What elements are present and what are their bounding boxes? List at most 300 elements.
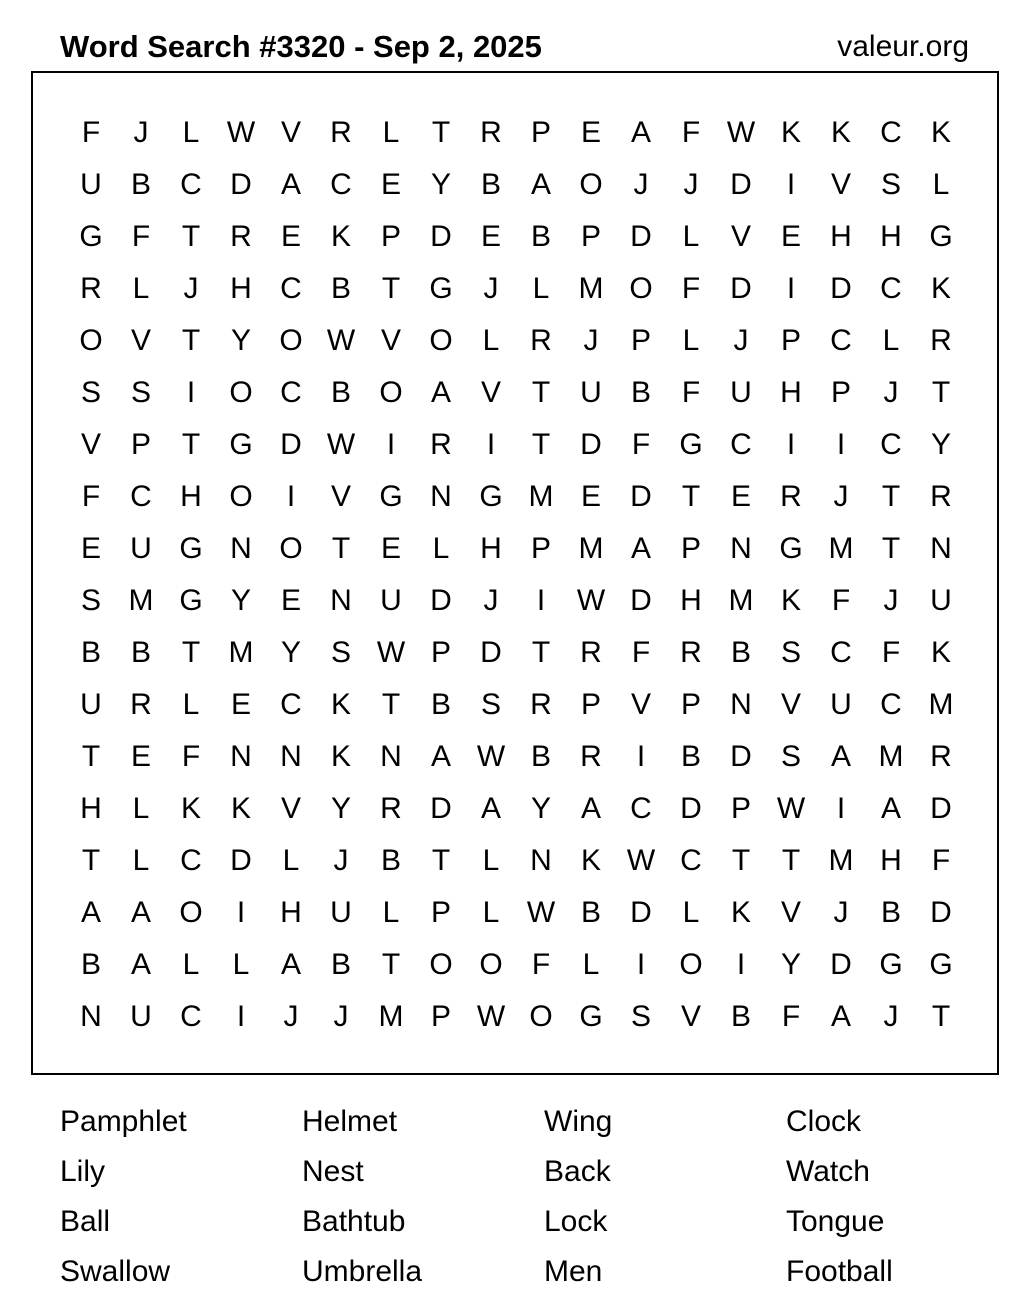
grid-letter[interactable]: V <box>80 428 101 461</box>
grid-letter[interactable]: T <box>181 220 201 253</box>
grid-letter[interactable]: T <box>781 844 801 877</box>
grid-letter[interactable]: M <box>828 844 854 877</box>
grid-letter[interactable]: V <box>380 324 401 357</box>
grid-letter[interactable]: B <box>130 168 151 201</box>
grid-letter[interactable]: G <box>179 584 203 617</box>
grid-letter[interactable]: U <box>130 1000 152 1033</box>
grid-letter[interactable]: J <box>833 896 849 929</box>
grid-letter[interactable]: F <box>531 948 551 981</box>
grid-letter[interactable]: P <box>380 220 401 253</box>
grid-letter[interactable]: T <box>531 636 551 669</box>
grid-letter[interactable]: C <box>280 688 302 721</box>
grid-letter[interactable]: K <box>930 636 951 669</box>
grid-letter[interactable]: G <box>179 532 203 565</box>
grid-letter[interactable]: T <box>381 948 401 981</box>
grid-letter[interactable]: A <box>480 792 501 825</box>
grid-letter[interactable]: B <box>880 896 901 929</box>
grid-letter[interactable]: O <box>279 532 303 565</box>
grid-letter[interactable]: N <box>380 740 402 773</box>
grid-letter[interactable]: V <box>680 1000 701 1033</box>
grid-letter[interactable]: D <box>430 220 452 253</box>
grid-letter[interactable]: C <box>830 636 852 669</box>
grid-letter[interactable]: K <box>780 116 801 149</box>
grid-letter[interactable]: V <box>780 688 801 721</box>
grid-letter[interactable]: L <box>682 220 700 253</box>
grid-letter[interactable]: I <box>186 376 196 409</box>
grid-letter[interactable]: A <box>280 948 301 981</box>
grid-letter[interactable]: P <box>680 532 701 565</box>
grid-letter[interactable]: C <box>880 428 902 461</box>
grid-letter[interactable]: M <box>578 272 604 305</box>
grid-letter[interactable]: V <box>280 116 301 149</box>
grid-letter[interactable]: W <box>576 584 606 617</box>
grid-letter[interactable]: A <box>530 168 551 201</box>
grid-letter[interactable]: P <box>780 324 801 357</box>
grid-letter[interactable]: Y <box>430 168 451 201</box>
grid-letter[interactable]: O <box>229 376 253 409</box>
grid-letter[interactable]: D <box>580 428 602 461</box>
grid-letter[interactable]: S <box>480 688 501 721</box>
grid-letter[interactable]: G <box>779 532 803 565</box>
grid-letter[interactable]: P <box>430 636 451 669</box>
grid-letter[interactable]: O <box>379 376 403 409</box>
grid-letter[interactable]: N <box>730 688 752 721</box>
grid-letter[interactable]: P <box>580 688 601 721</box>
grid-letter[interactable]: L <box>432 532 450 565</box>
grid-letter[interactable]: B <box>730 1000 751 1033</box>
grid-letter[interactable]: R <box>930 480 952 513</box>
grid-letter[interactable]: C <box>880 116 902 149</box>
grid-letter[interactable]: J <box>833 480 849 513</box>
grid-letter[interactable]: G <box>229 428 253 461</box>
grid-letter[interactable]: T <box>81 740 101 773</box>
grid-letter[interactable]: N <box>80 1000 102 1033</box>
grid-letter[interactable]: B <box>530 220 551 253</box>
grid-letter[interactable]: R <box>230 220 252 253</box>
grid-letter[interactable]: D <box>230 168 252 201</box>
grid-letter[interactable]: P <box>130 428 151 461</box>
grid-letter[interactable]: L <box>582 948 600 981</box>
grid-letter[interactable]: A <box>880 792 901 825</box>
grid-letter[interactable]: F <box>81 480 101 513</box>
grid-letter[interactable]: L <box>132 272 150 305</box>
grid-letter[interactable]: W <box>726 116 756 149</box>
grid-letter[interactable]: L <box>682 324 700 357</box>
grid-letter[interactable]: E <box>80 532 101 565</box>
grid-letter[interactable]: D <box>630 896 652 929</box>
grid-letter[interactable]: M <box>378 1000 404 1033</box>
grid-letter[interactable]: R <box>530 324 552 357</box>
grid-letter[interactable]: O <box>429 948 453 981</box>
grid-letter[interactable]: D <box>730 168 752 201</box>
grid-letter[interactable]: J <box>483 272 499 305</box>
grid-letter[interactable]: D <box>480 636 502 669</box>
grid-letter[interactable]: E <box>780 220 801 253</box>
grid-letter[interactable]: D <box>930 896 952 929</box>
grid-letter[interactable]: L <box>532 272 550 305</box>
grid-letter[interactable]: V <box>130 324 151 357</box>
grid-letter[interactable]: O <box>679 948 703 981</box>
grid-letter[interactable]: N <box>230 532 252 565</box>
grid-letter[interactable]: M <box>728 584 754 617</box>
grid-letter[interactable]: L <box>482 844 500 877</box>
grid-letter[interactable]: E <box>480 220 501 253</box>
grid-letter[interactable]: C <box>180 168 202 201</box>
grid-letter[interactable]: Y <box>230 324 251 357</box>
grid-letter[interactable]: C <box>880 688 902 721</box>
grid-letter[interactable]: C <box>130 480 152 513</box>
grid-letter[interactable]: D <box>680 792 702 825</box>
grid-letter[interactable]: T <box>731 844 751 877</box>
grid-letter[interactable]: I <box>236 896 246 929</box>
grid-letter[interactable]: J <box>883 1000 899 1033</box>
grid-letter[interactable]: O <box>229 480 253 513</box>
grid-letter[interactable]: E <box>280 584 301 617</box>
grid-letter[interactable]: D <box>630 220 652 253</box>
grid-letter[interactable]: G <box>879 948 903 981</box>
grid-letter[interactable]: L <box>132 792 150 825</box>
grid-letter[interactable]: V <box>630 688 651 721</box>
grid-letter[interactable]: I <box>286 480 296 513</box>
grid-letter[interactable]: W <box>476 740 506 773</box>
grid-letter[interactable]: C <box>330 168 352 201</box>
grid-letter[interactable]: N <box>280 740 302 773</box>
grid-letter[interactable]: K <box>780 584 801 617</box>
grid-letter[interactable]: Y <box>530 792 551 825</box>
grid-letter[interactable]: L <box>182 116 200 149</box>
grid-letter[interactable]: G <box>79 220 103 253</box>
grid-letter[interactable]: W <box>226 116 256 149</box>
grid-letter[interactable]: V <box>830 168 851 201</box>
grid-letter[interactable]: E <box>280 220 301 253</box>
grid-letter[interactable]: F <box>131 220 151 253</box>
grid-letter[interactable]: K <box>830 116 851 149</box>
grid-letter[interactable]: B <box>380 844 401 877</box>
grid-letter[interactable]: N <box>330 584 352 617</box>
grid-letter[interactable]: A <box>580 792 601 825</box>
grid-letter[interactable]: I <box>236 1000 246 1033</box>
grid-letter[interactable]: D <box>830 948 852 981</box>
grid-letter[interactable]: R <box>380 792 402 825</box>
grid-letter[interactable]: N <box>930 532 952 565</box>
grid-letter[interactable]: F <box>781 1000 801 1033</box>
grid-letter[interactable]: F <box>81 116 101 149</box>
grid-letter[interactable]: W <box>626 844 656 877</box>
grid-letter[interactable]: T <box>531 428 551 461</box>
grid-letter[interactable]: A <box>130 948 151 981</box>
grid-letter[interactable]: E <box>580 116 601 149</box>
grid-letter[interactable]: C <box>180 844 202 877</box>
grid-letter[interactable]: O <box>579 168 603 201</box>
grid-letter[interactable]: D <box>430 792 452 825</box>
grid-letter[interactable]: E <box>380 532 401 565</box>
grid-letter[interactable]: O <box>479 948 503 981</box>
grid-letter[interactable]: K <box>230 792 251 825</box>
grid-letter[interactable]: G <box>479 480 503 513</box>
grid-letter[interactable]: J <box>683 168 699 201</box>
grid-letter[interactable]: B <box>530 740 551 773</box>
grid-letter[interactable]: N <box>430 480 452 513</box>
grid-letter[interactable]: B <box>130 636 151 669</box>
grid-letter[interactable]: T <box>531 376 551 409</box>
grid-letter[interactable]: R <box>780 480 802 513</box>
grid-letter[interactable]: W <box>326 428 356 461</box>
grid-letter[interactable]: M <box>828 532 854 565</box>
grid-letter[interactable]: E <box>230 688 251 721</box>
grid-letter[interactable]: I <box>486 428 496 461</box>
grid-letter[interactable]: R <box>80 272 102 305</box>
grid-letter[interactable]: I <box>636 948 646 981</box>
grid-letter[interactable]: H <box>830 220 852 253</box>
grid-letter[interactable]: P <box>730 792 751 825</box>
grid-letter[interactable]: K <box>330 740 351 773</box>
grid-letter[interactable]: K <box>930 116 951 149</box>
grid-letter[interactable]: V <box>730 220 751 253</box>
grid-letter[interactable]: U <box>130 532 152 565</box>
grid-letter[interactable]: G <box>679 428 703 461</box>
grid-letter[interactable]: G <box>429 272 453 305</box>
grid-letter[interactable]: I <box>786 428 796 461</box>
grid-letter[interactable]: B <box>80 948 101 981</box>
grid-letter[interactable]: R <box>330 116 352 149</box>
grid-letter[interactable]: F <box>931 844 951 877</box>
grid-letter[interactable]: I <box>836 428 846 461</box>
grid-letter[interactable]: I <box>836 792 846 825</box>
grid-letter[interactable]: T <box>331 532 351 565</box>
grid-letter[interactable]: C <box>180 1000 202 1033</box>
grid-letter[interactable]: H <box>480 532 502 565</box>
grid-letter[interactable]: B <box>680 740 701 773</box>
grid-letter[interactable]: Y <box>330 792 351 825</box>
grid-letter[interactable]: F <box>631 636 651 669</box>
grid-letter[interactable]: U <box>930 584 952 617</box>
grid-letter[interactable]: D <box>630 480 652 513</box>
grid-letter[interactable]: C <box>280 376 302 409</box>
grid-letter[interactable]: S <box>880 168 901 201</box>
grid-letter[interactable]: M <box>928 688 954 721</box>
grid-letter[interactable]: F <box>881 636 901 669</box>
grid-letter[interactable]: W <box>776 792 806 825</box>
grid-letter[interactable]: Y <box>780 948 801 981</box>
grid-letter[interactable]: B <box>730 636 751 669</box>
grid-letter[interactable]: A <box>830 1000 851 1033</box>
grid-letter[interactable]: H <box>230 272 252 305</box>
grid-letter[interactable]: W <box>476 1000 506 1033</box>
grid-letter[interactable]: A <box>430 740 451 773</box>
grid-letter[interactable]: R <box>530 688 552 721</box>
grid-letter[interactable]: N <box>730 532 752 565</box>
grid-letter[interactable]: A <box>830 740 851 773</box>
grid-letter[interactable]: E <box>380 168 401 201</box>
grid-letter[interactable]: R <box>430 428 452 461</box>
grid-letter[interactable]: K <box>330 220 351 253</box>
grid-letter[interactable]: H <box>280 896 302 929</box>
grid-letter[interactable]: E <box>730 480 751 513</box>
grid-letter[interactable]: A <box>80 896 101 929</box>
grid-letter[interactable]: L <box>682 896 700 929</box>
grid-letter[interactable]: V <box>480 376 501 409</box>
grid-letter[interactable]: J <box>733 324 749 357</box>
grid-letter[interactable]: L <box>482 896 500 929</box>
grid-letter[interactable]: A <box>280 168 301 201</box>
grid-letter[interactable]: C <box>880 272 902 305</box>
grid-letter[interactable]: D <box>830 272 852 305</box>
grid-letter[interactable]: C <box>280 272 302 305</box>
grid-letter[interactable]: T <box>931 1000 951 1033</box>
grid-letter[interactable]: M <box>878 740 904 773</box>
grid-letter[interactable]: S <box>330 636 351 669</box>
grid-letter[interactable]: H <box>780 376 802 409</box>
grid-letter[interactable]: L <box>182 688 200 721</box>
grid-letter[interactable]: K <box>930 272 951 305</box>
grid-letter[interactable]: A <box>130 896 151 929</box>
grid-letter[interactable]: J <box>883 376 899 409</box>
grid-letter[interactable]: C <box>630 792 652 825</box>
grid-letter[interactable]: L <box>282 844 300 877</box>
grid-letter[interactable]: A <box>430 376 451 409</box>
grid-letter[interactable]: K <box>580 844 601 877</box>
grid-letter[interactable]: R <box>930 324 952 357</box>
grid-letter[interactable]: P <box>530 116 551 149</box>
grid-letter[interactable]: B <box>80 636 101 669</box>
grid-letter[interactable]: A <box>630 532 651 565</box>
grid-letter[interactable]: P <box>430 896 451 929</box>
grid-letter[interactable]: J <box>283 1000 299 1033</box>
grid-letter[interactable]: O <box>529 1000 553 1033</box>
grid-letter[interactable]: Y <box>930 428 951 461</box>
grid-letter[interactable]: S <box>80 376 101 409</box>
grid-letter[interactable]: D <box>730 272 752 305</box>
grid-letter[interactable]: D <box>630 584 652 617</box>
grid-letter[interactable]: G <box>929 948 953 981</box>
grid-letter[interactable]: P <box>630 324 651 357</box>
grid-letter[interactable]: F <box>681 376 701 409</box>
grid-letter[interactable]: T <box>81 844 101 877</box>
grid-letter[interactable]: F <box>831 584 851 617</box>
grid-letter[interactable]: E <box>580 480 601 513</box>
grid-letter[interactable]: L <box>932 168 950 201</box>
grid-letter[interactable]: L <box>182 948 200 981</box>
grid-letter[interactable]: U <box>380 584 402 617</box>
grid-letter[interactable]: T <box>431 116 451 149</box>
grid-letter[interactable]: T <box>681 480 701 513</box>
grid-letter[interactable]: G <box>929 220 953 253</box>
grid-letter[interactable]: N <box>230 740 252 773</box>
grid-letter[interactable]: H <box>880 220 902 253</box>
grid-letter[interactable]: J <box>183 272 199 305</box>
grid-letter[interactable]: T <box>881 532 901 565</box>
grid-letter[interactable]: Y <box>230 584 251 617</box>
grid-letter[interactable]: J <box>333 1000 349 1033</box>
grid-letter[interactable]: J <box>883 584 899 617</box>
grid-letter[interactable]: C <box>730 428 752 461</box>
grid-letter[interactable]: J <box>333 844 349 877</box>
grid-letter[interactable]: I <box>386 428 396 461</box>
grid-letter[interactable]: U <box>330 896 352 929</box>
grid-letter[interactable]: O <box>79 324 103 357</box>
grid-letter[interactable]: F <box>631 428 651 461</box>
grid-letter[interactable]: S <box>130 376 151 409</box>
grid-letter[interactable]: V <box>280 792 301 825</box>
grid-letter[interactable]: F <box>181 740 201 773</box>
grid-letter[interactable]: O <box>179 896 203 929</box>
grid-letter[interactable]: L <box>382 116 400 149</box>
grid-letter[interactable]: W <box>526 896 556 929</box>
grid-letter[interactable]: F <box>681 116 701 149</box>
grid-letter[interactable]: J <box>483 584 499 617</box>
grid-letter[interactable]: P <box>580 220 601 253</box>
grid-letter[interactable]: S <box>80 584 101 617</box>
grid-letter[interactable]: L <box>882 324 900 357</box>
grid-letter[interactable]: J <box>583 324 599 357</box>
grid-letter[interactable]: J <box>633 168 649 201</box>
grid-letter[interactable]: P <box>530 532 551 565</box>
grid-letter[interactable]: R <box>680 636 702 669</box>
grid-letter[interactable]: T <box>381 688 401 721</box>
grid-letter[interactable]: R <box>130 688 152 721</box>
grid-letter[interactable]: D <box>280 428 302 461</box>
grid-letter[interactable]: R <box>480 116 502 149</box>
grid-letter[interactable]: I <box>786 168 796 201</box>
grid-letter[interactable]: C <box>830 324 852 357</box>
grid-letter[interactable]: B <box>330 272 351 305</box>
grid-letter[interactable]: W <box>326 324 356 357</box>
grid-letter[interactable]: U <box>830 688 852 721</box>
grid-letter[interactable]: K <box>730 896 751 929</box>
grid-letter[interactable]: U <box>730 376 752 409</box>
grid-letter[interactable]: D <box>430 584 452 617</box>
grid-letter[interactable]: F <box>681 272 701 305</box>
grid-letter[interactable]: I <box>636 740 646 773</box>
grid-letter[interactable]: B <box>330 948 351 981</box>
grid-letter[interactable]: T <box>881 480 901 513</box>
grid-letter[interactable]: M <box>528 480 554 513</box>
grid-letter[interactable]: S <box>780 740 801 773</box>
grid-letter[interactable]: L <box>232 948 250 981</box>
grid-letter[interactable]: K <box>330 688 351 721</box>
grid-letter[interactable]: D <box>730 740 752 773</box>
grid-letter[interactable]: L <box>382 896 400 929</box>
grid-letter[interactable]: K <box>180 792 201 825</box>
grid-letter[interactable]: S <box>630 1000 651 1033</box>
grid-letter[interactable]: W <box>376 636 406 669</box>
grid-letter[interactable]: O <box>429 324 453 357</box>
grid-letter[interactable]: R <box>930 740 952 773</box>
grid-letter[interactable]: M <box>578 532 604 565</box>
grid-letter[interactable]: L <box>482 324 500 357</box>
grid-letter[interactable]: I <box>736 948 746 981</box>
grid-letter[interactable]: M <box>228 636 254 669</box>
grid-letter[interactable]: B <box>430 688 451 721</box>
grid-letter[interactable]: B <box>330 376 351 409</box>
grid-letter[interactable]: U <box>80 168 102 201</box>
grid-letter[interactable]: O <box>279 324 303 357</box>
grid-letter[interactable]: T <box>181 636 201 669</box>
grid-letter[interactable]: T <box>381 272 401 305</box>
grid-letter[interactable]: N <box>530 844 552 877</box>
grid-letter[interactable]: H <box>880 844 902 877</box>
grid-letter[interactable]: V <box>330 480 351 513</box>
grid-letter[interactable]: V <box>780 896 801 929</box>
grid-letter[interactable]: D <box>230 844 252 877</box>
grid-letter[interactable]: M <box>128 584 154 617</box>
grid-letter[interactable]: P <box>430 1000 451 1033</box>
grid-letter[interactable]: I <box>786 272 796 305</box>
grid-letter[interactable]: A <box>630 116 651 149</box>
grid-letter[interactable]: R <box>580 636 602 669</box>
grid-letter[interactable]: Y <box>280 636 301 669</box>
grid-letter[interactable]: T <box>181 428 201 461</box>
